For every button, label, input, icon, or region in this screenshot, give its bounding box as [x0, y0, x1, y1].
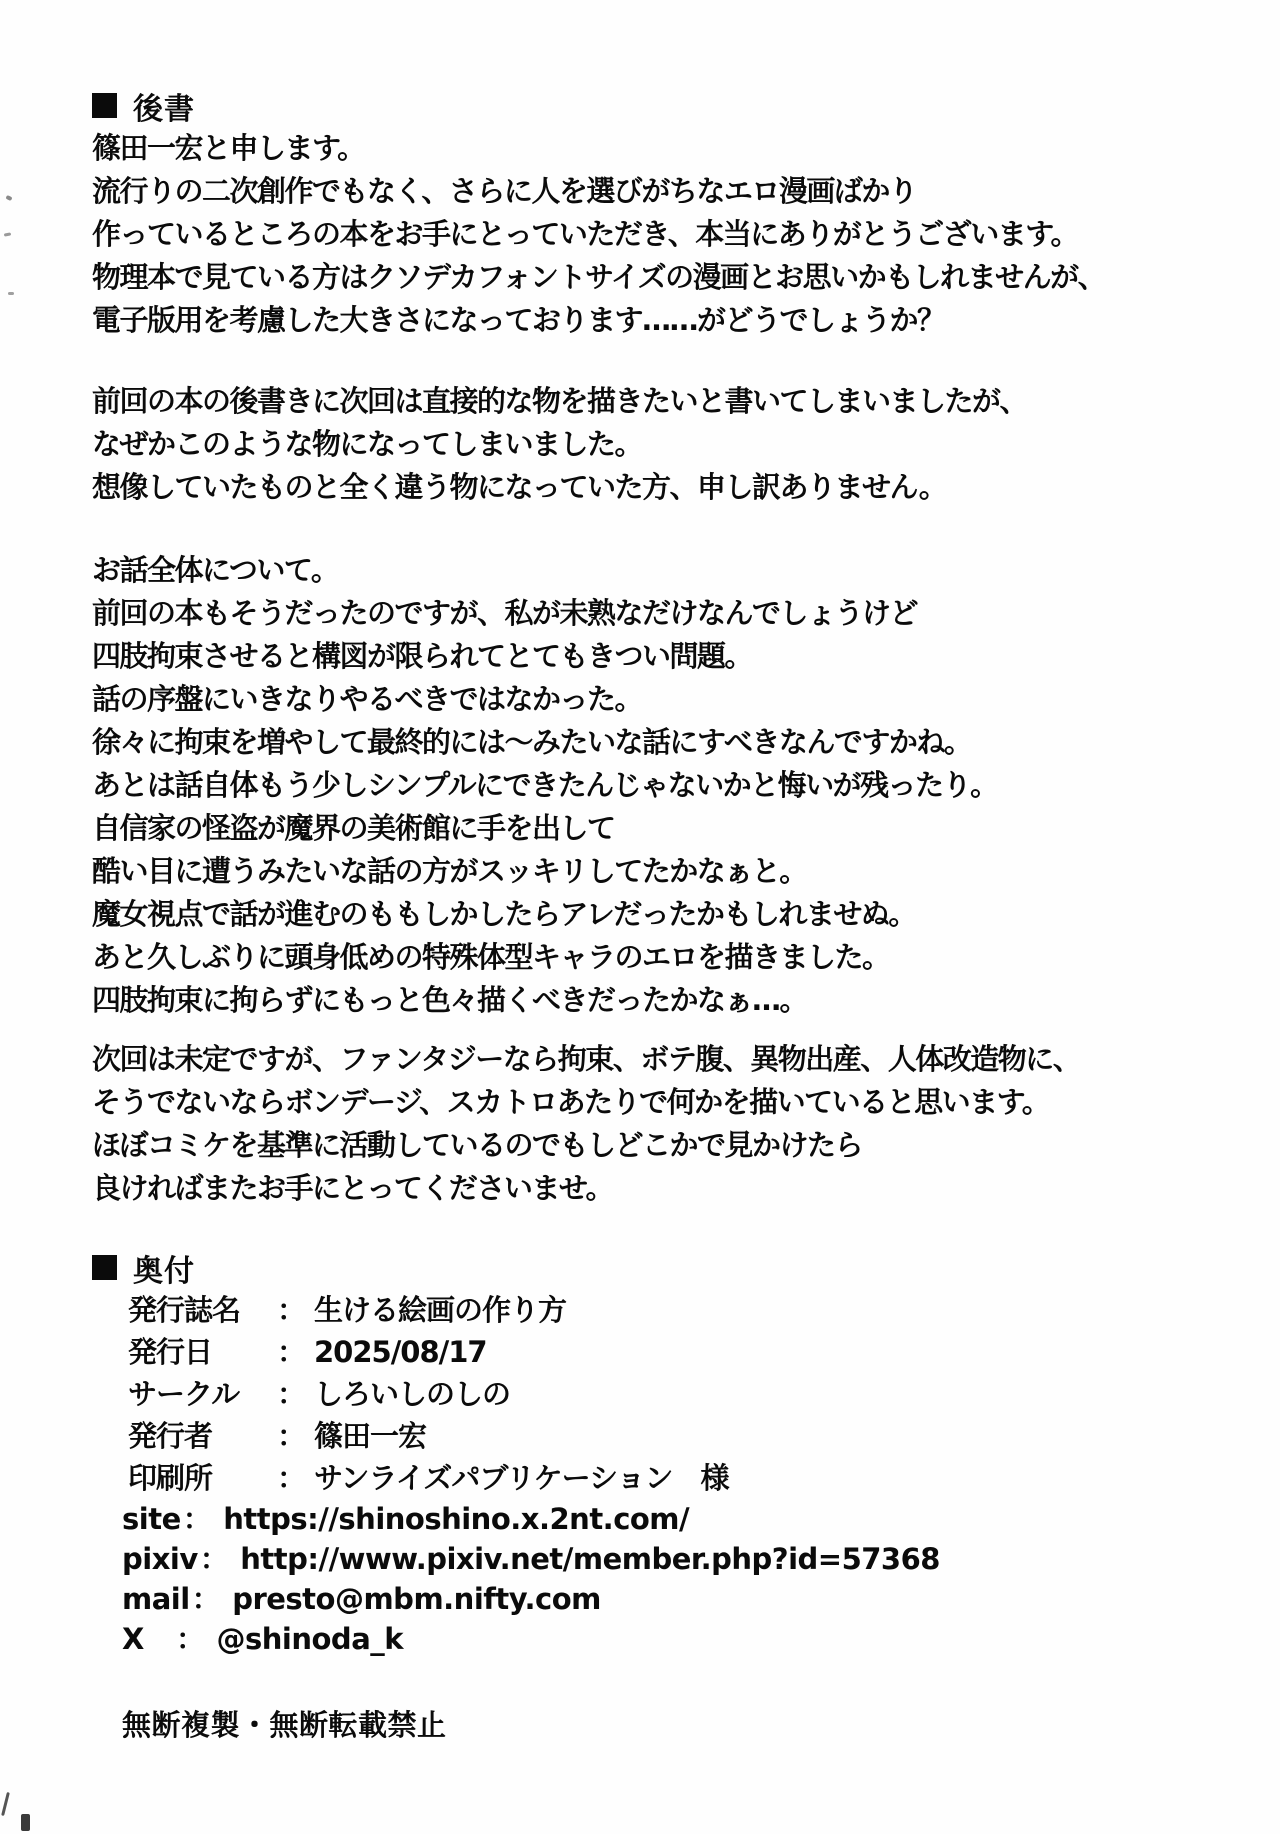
contact-colon: ： [191, 1582, 221, 1616]
colophon-label: サークル [128, 1377, 240, 1411]
text-line: そうでないならボンデージ、スカトロあたりで何かを描いていると思います。 [92, 1085, 1050, 1119]
afterword-heading-label: 後書 [133, 91, 195, 127]
contact-list [122, 1499, 1260, 1659]
colophon-row [128, 1331, 1260, 1373]
text-line: 前回の本もそうだったのですが、私が未熟なだけなんでしょうけど [92, 596, 918, 630]
text-line: 前回の本の後書きに次回は直接的な物を描きたいと書いてしまいましたが、 [92, 384, 1028, 418]
colophon-table [128, 1289, 1260, 1499]
text-line: なぜかこのような物になってしまいました。 [92, 427, 643, 461]
contact-label: pixiv [122, 1542, 198, 1576]
text-line: 作っているところの本をお手にとっていただき、本当にありがとうございます。 [92, 217, 1078, 251]
colophon-value: 2025/08/17 [314, 1335, 487, 1369]
contact-colon: ： [176, 1622, 205, 1656]
contact-value: @shinoda_k [216, 1622, 404, 1656]
text-line: お話全体について。 [92, 553, 339, 587]
text-line: 話の序盤にいきなりやるべきではなかった。 [92, 682, 643, 716]
afterword-heading [92, 84, 1260, 127]
contact-label: site [122, 1502, 181, 1536]
text-line: 四肢拘束に拘らずにもっと色々描くべきだったかなぁ…。 [92, 983, 808, 1017]
colophon-colon: ： [276, 1461, 305, 1495]
colophon-label: 発行誌名 [128, 1293, 241, 1327]
colophon-value: 生ける絵画の作り方 [314, 1293, 567, 1327]
contact-value: https://shinoshino.x.2nt.com/ [223, 1502, 690, 1536]
text-line: 想像していたものと全く違う物になっていた方、申し訳ありません。 [92, 470, 947, 504]
colophon-label: 発行日 [128, 1335, 213, 1369]
text-line: あとは話自体もう少しシンプルにできたんじゃないかと悔いが残ったり。 [92, 768, 998, 802]
copyright-notice: 無断複製・無断転載禁止 [122, 1708, 447, 1742]
contact-colon: ： [182, 1502, 212, 1536]
colophon-row [128, 1289, 1260, 1331]
colophon-value: サンライズパブリケーション 様 [314, 1461, 729, 1495]
contact-row [122, 1619, 1260, 1659]
text-line: 良ければまたお手にとってくださいませ。 [92, 1171, 614, 1205]
text-line: 酷い目に遭うみたいな話の方がスッキリしてたかなぁと。 [92, 854, 807, 888]
colophon-value: 篠田一宏 [314, 1419, 427, 1453]
contact-colon: ： [199, 1542, 229, 1576]
text-line: ほぼコミケを基準に活動しているのでもしどこかで見かけたら [92, 1128, 863, 1162]
colophon-label: 発行者 [128, 1419, 213, 1453]
colophon-colon: ： [276, 1377, 305, 1411]
afterword-paragraph-1 [92, 127, 1260, 342]
contact-row [122, 1499, 1260, 1539]
scan-artifact [1, 1792, 10, 1816]
text-line: 電子版用を考慮した大きさになっております……がどうでしょうか？ [92, 303, 945, 337]
contact-value: presto@mbm.nifty.com [232, 1582, 601, 1616]
scan-artifact [8, 292, 14, 295]
text-line: 流行りの二次創作でもなく、さらに人を選びがちなエロ漫画ばかり [92, 174, 917, 208]
text-line: 物理本で見ている方はクソデカフォントサイズの漫画とお思いかもしれませんが、 [92, 260, 1106, 294]
afterword-paragraph-4 [92, 1038, 1260, 1210]
colophon-colon: ： [276, 1293, 305, 1327]
colophon-label: 印刷所 [128, 1461, 213, 1495]
section-marker-icon [92, 1255, 117, 1280]
text-line: 次回は未定ですが、ファンタジーなら拘束、ボテ腹、異物出産、人体改造物に、 [92, 1042, 1081, 1076]
colophon-row [128, 1373, 1260, 1415]
colophon-heading [92, 1246, 1260, 1289]
colophon-colon: ： [276, 1335, 305, 1369]
text-line: 魔女視点で話が進むのももしかしたらアレだったかもしれませぬ。 [92, 897, 916, 931]
colophon-heading-label: 奥付 [133, 1253, 195, 1289]
colophon-row [128, 1457, 1260, 1499]
colophon-row [128, 1415, 1260, 1457]
contact-value: http://www.pixiv.net/member.php?id=57368 [240, 1542, 940, 1576]
colophon-value: しろいしのしの [314, 1377, 511, 1411]
scan-artifact [21, 1814, 30, 1831]
text-line: 徐々に拘束を増やして最終的には～みたいな話にすべきなんですかね。 [92, 725, 972, 759]
text-line: 自信家の怪盗が魔界の美術館に手を出して [92, 811, 615, 845]
text-line: 篠田一宏と申します。 [92, 131, 365, 165]
contact-label: mail [122, 1582, 190, 1616]
contact-label: X [122, 1622, 144, 1656]
colophon-colon: ： [276, 1419, 305, 1453]
afterword-paragraph-2 [92, 380, 1260, 509]
scan-artifact [4, 232, 11, 236]
text-line: あと久しぶりに頭身低めの特殊体型キャラのエロを描きました。 [92, 940, 890, 974]
page-content [92, 84, 1260, 1745]
afterword-paragraph-3 [92, 549, 1260, 1022]
scan-artifact [5, 195, 12, 201]
contact-row [122, 1579, 1260, 1619]
contact-row [122, 1539, 1260, 1579]
text-line: 四肢拘束させると構図が限られてとてもきつい問題。 [92, 639, 753, 673]
section-marker-icon [92, 93, 117, 118]
